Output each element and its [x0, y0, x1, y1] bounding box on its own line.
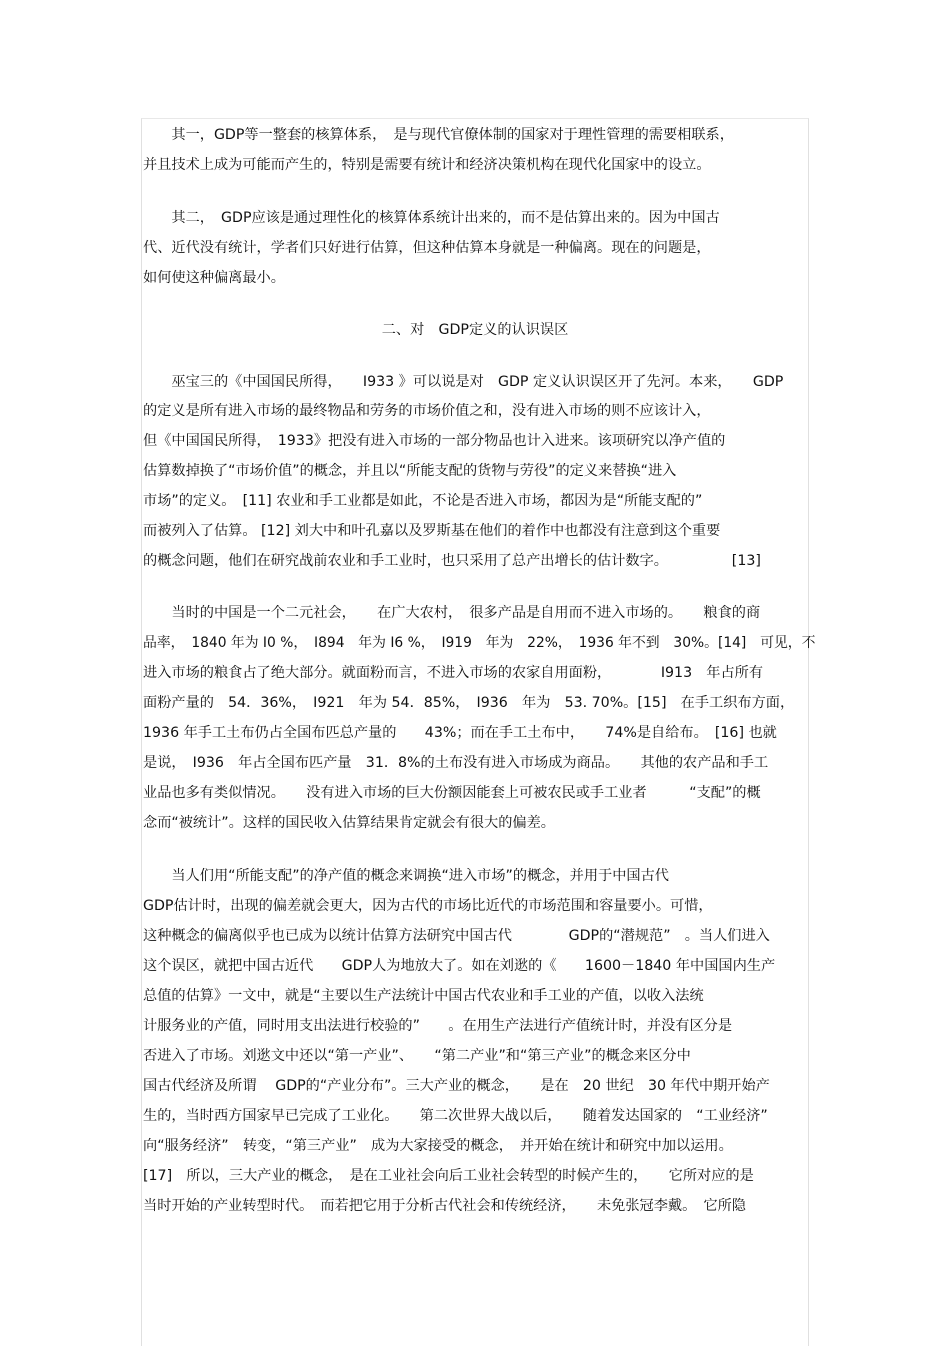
p3-line-4: 估算数掉换了“市场价值”的概念，并且以“所能支配的货物与劳役”的定义来替换“进入: [143, 463, 677, 479]
p3-line-3: 但《中国国民所得， 1933》把没有进入市场的一部分物品也计入进来。该项研究以净产值的: [143, 433, 726, 449]
p5-line-5: 总值的估算》一文中，就是“主要以生产法统计中国古代农业和手工业的产值，以收入法统: [143, 988, 704, 1004]
p4-line-6: 是说， I936 年占全国布匹产量 31．8%的土布没有进入市场成为商品。 其他的农产品和手工: [143, 755, 769, 771]
p4-line-8: 念而“被统计”。这样的国民收入估算结果肯定就会有很大的偏差。: [143, 815, 555, 831]
p5-line-11: [17] 所以，三大产业的概念， 是在工业社会向后工业社会转型的时候产生的， 它所对应的是: [143, 1168, 754, 1184]
p3-line-7: 的概念问题，他们在研究战前农业和手工业时，也只采用了总产出增长的估计数字。 [13]: [143, 553, 761, 569]
p3-line-1: 巫宝三的《中国国民所得， I933 》可以说是对 GDP 定义认识误区开了先河。本来， GDP: [143, 374, 784, 390]
p5-line-3: 这种概念的偏离似乎也已成为以统计估算方法研究中国古代 GDP的“潜规范” 。当人们进入: [143, 928, 770, 944]
p4-line-7: 业品也多有类似情况。 没有进入市场的巨大份额因能套上可被农民或手工业者 “支配”的概: [143, 785, 761, 801]
p5-line-6: 计服务业的产值，同时用支出法进行校验的” 。在用生产法进行产值统计时，并没有区分是: [143, 1018, 733, 1034]
p2-line-1: 其二， GDP应该是通过理性化的核算体系统计出来的，而不是估算出来的。因为中国古: [143, 210, 720, 226]
p5-line-7: 否进入了市场。刘逖文中还以“第一产业”、 “第二产业”和“第三产业”的概念来区分中: [143, 1048, 691, 1064]
p1-line-1: 其一，GDP等一整套的核算体系， 是与现代官僚体制的国家对于理性管理的需要相联系，: [143, 127, 734, 143]
p2-line-3: 如何使这种偏离最小。: [143, 270, 285, 286]
p3-line-2: 的定义是所有进入市场的最终物品和劳务的市场价值之和，没有进入市场的则不应该计入，: [143, 403, 711, 419]
p4-line-4: 面粉产量的 54．36%， I921 年为 54．85%， I936 年为 53. 70%。[15] 在手工织布方面，: [143, 695, 795, 711]
p5-line-12: 当时开始的产业转型时代。 而若把它用于分析古代社会和传统经济， 未免张冠李戴。 它所隐: [143, 1198, 746, 1214]
p5-line-4: 这个误区，就把中国古近代 GDP人为地放大了。如在刘逖的《 1600－1840 年中国国内生产: [143, 958, 776, 974]
p5-line-10: 向“服务经济” 转变，“第三产业” 成为大家接受的概念， 并开始在统计和研究中加以运用。: [143, 1138, 733, 1154]
p5-line-1: 当人们用“所能支配”的净产值的概念来调换“进入市场”的概念，并用于中国古代: [143, 868, 669, 884]
p4-line-5: 1936 年手工土布仍占全国布匹总产量的 43%；而在手工土布中， 74%是自给布。 [16] 也就: [143, 725, 777, 741]
p2-line-2: 代、近代没有统计，学者们只好进行估算，但这种估算本身就是一种偏离。现在的问题是，: [143, 240, 711, 256]
section-title: 二、对 GDP定义的认识误区: [381, 322, 569, 338]
p4-line-1: 当时的中国是一个二元社会， 在广大农村， 很多产品是自用而不进入市场的。 粮食的商: [143, 605, 761, 621]
p5-line-8: 国古代经济及所谓 GDP的“产业分布”。三大产业的概念， 是在 20 世纪 30 年代中期开始产: [143, 1078, 770, 1094]
p1-line-2: 并且技术上成为可能而产生的，特别是需要有统计和经济决策机构在现代化国家中的设立。: [143, 157, 711, 173]
p4-line-3: 进入市场的粮食占了绝大部分。就面粉而言，不进入市场的农家自用面粉， I913 年占所有: [143, 665, 764, 681]
p5-line-9: 生的，当时西方国家早已完成了工业化。 第二次世界大战以后， 随着发达国家的 “工业经济”: [143, 1108, 768, 1124]
p4-line-2: 品率， 1840 年为 I0 %， I894 年为 I6 %， I919 年为 22%， 1936 年不到 30%。[14] 可见，不: [143, 635, 816, 651]
p5-line-2: GDP估计时，出现的偏差就会更大，因为古代的市场比近代的市场范围和容量要小。可惜，: [143, 898, 713, 914]
p3-line-5: 市场”的定义。 [11] 农业和手工业都是如此，不论是否进入市场，都因为是“所能支配的”: [143, 493, 703, 509]
p3-line-6: 而被列入了估算。 [12] 刘大中和叶孔嘉以及罗斯基在他们的着作中也都没有注意到这个重要: [143, 523, 721, 539]
